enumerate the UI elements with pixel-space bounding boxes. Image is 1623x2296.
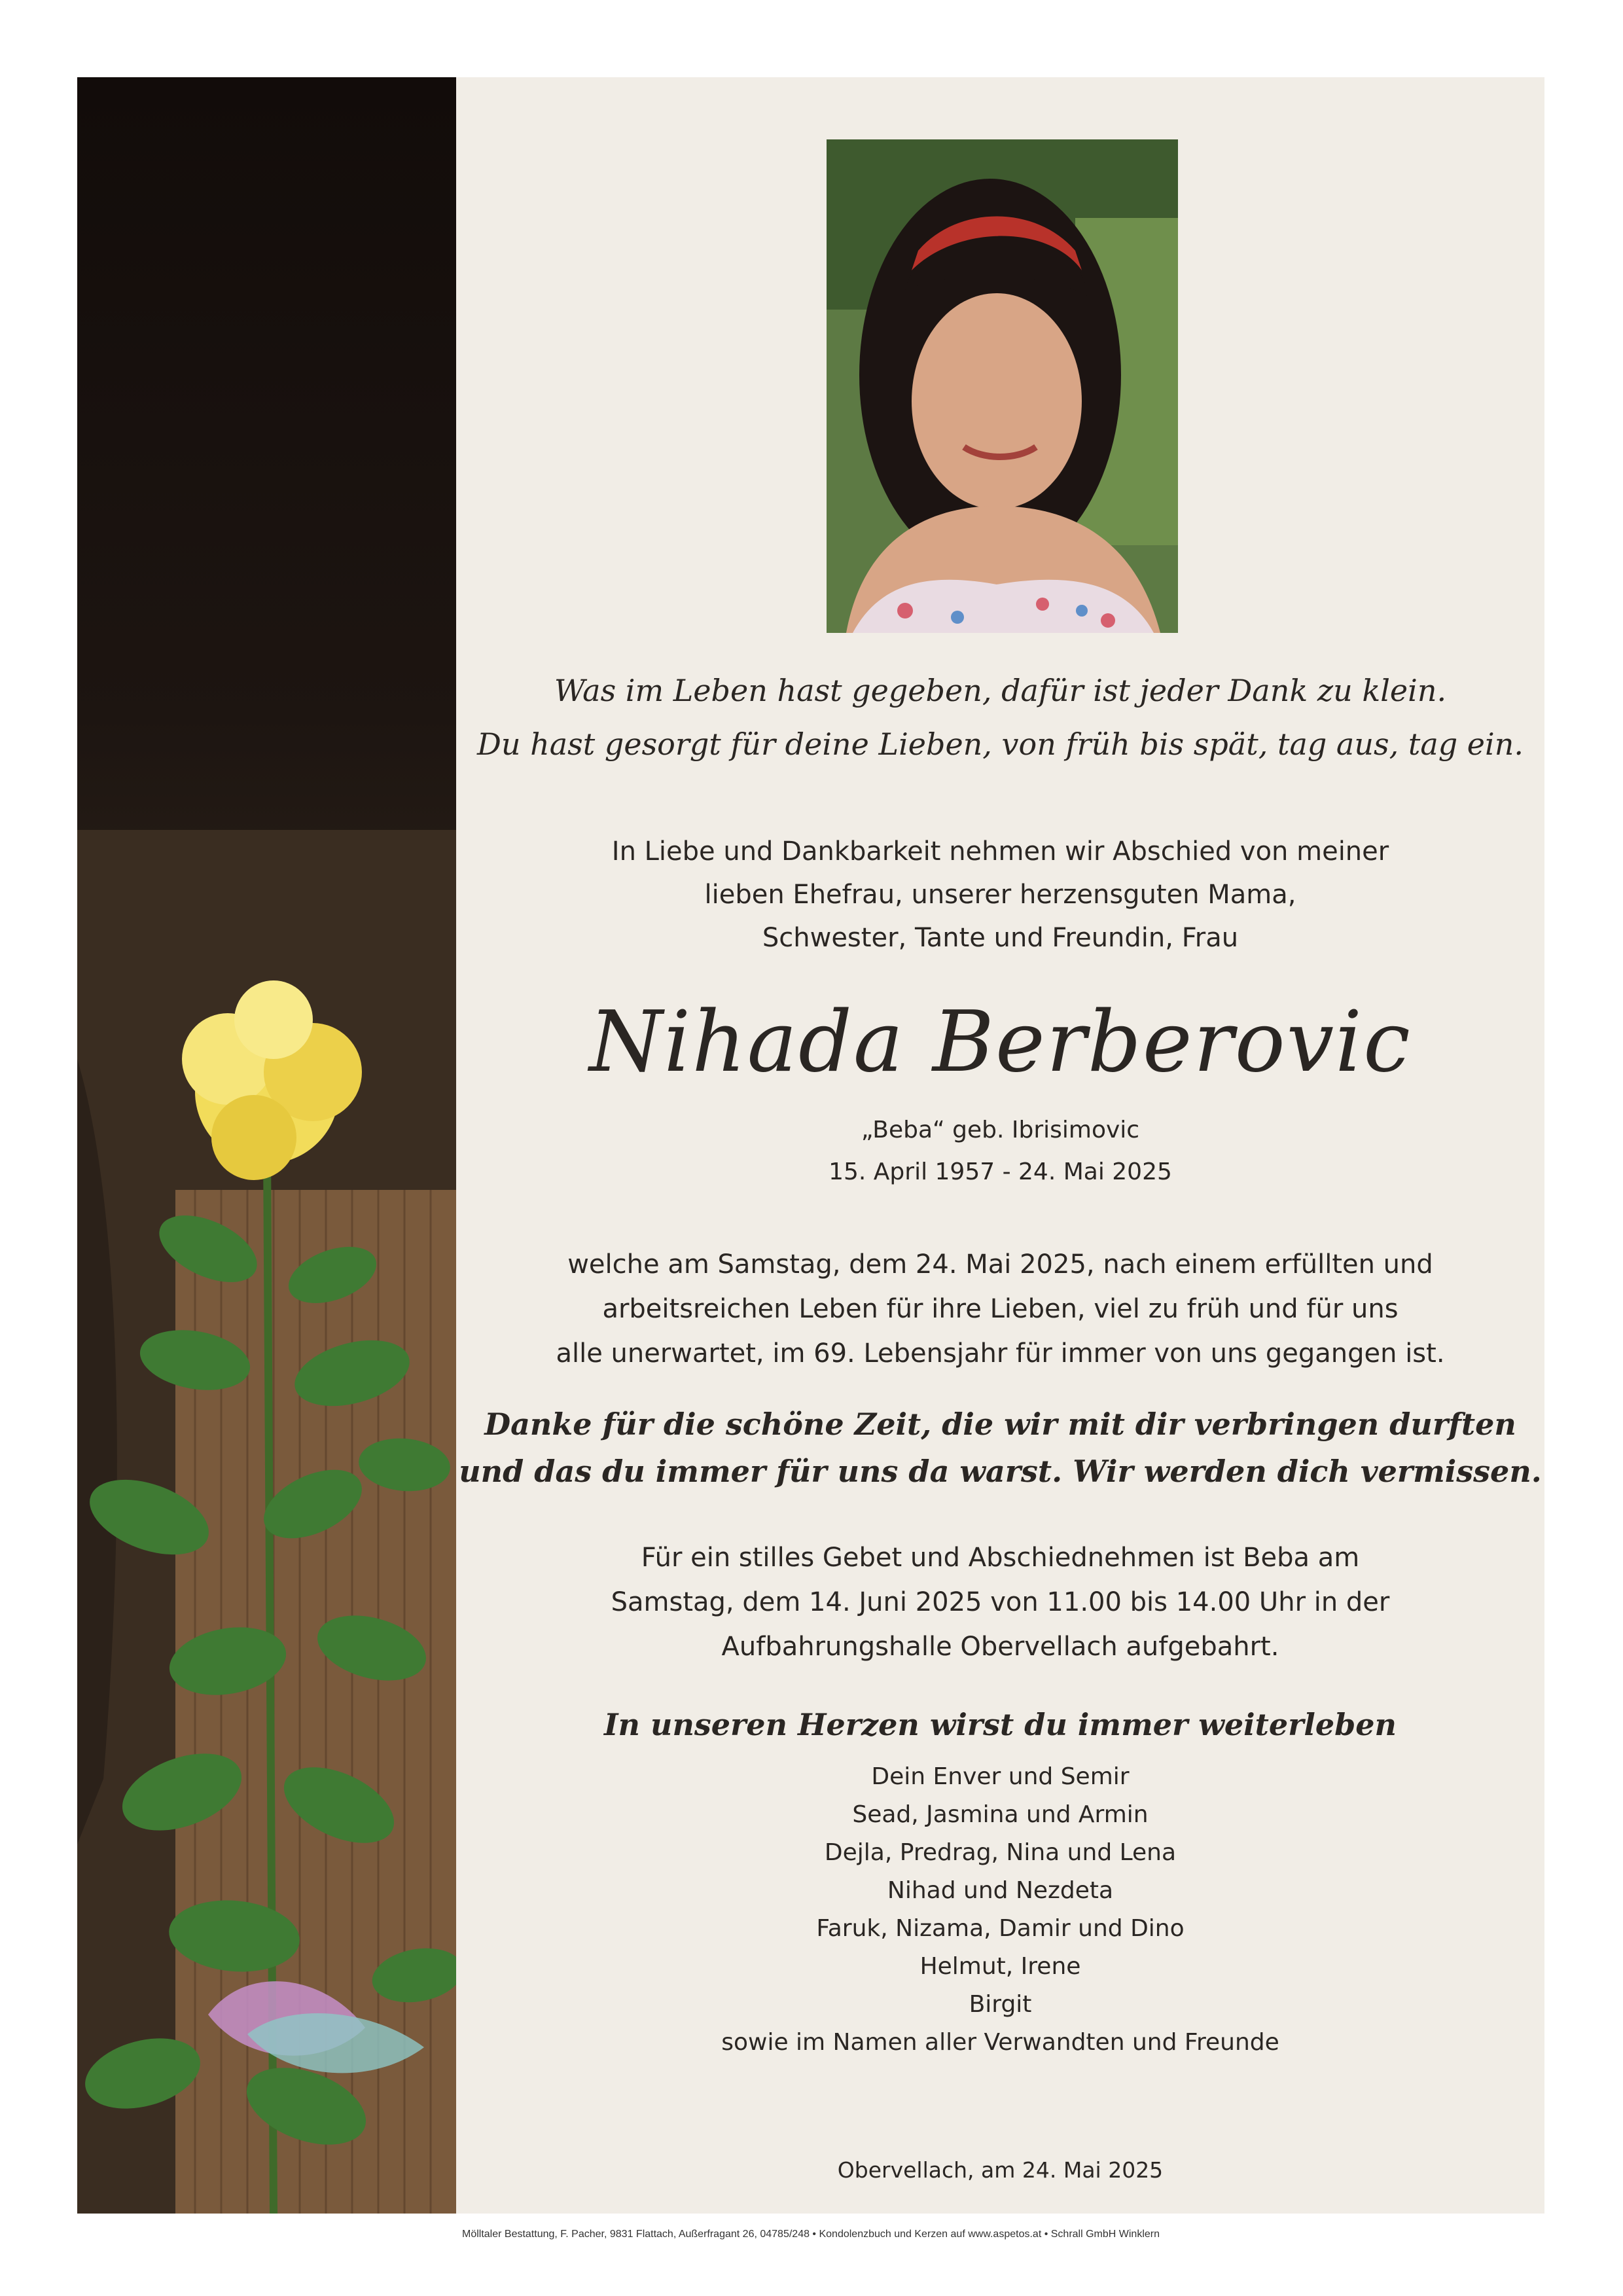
verse-line: Du hast gesorgt für deine Lieben, von früh bis spät, tag aus, tag ein. (477, 726, 1524, 762)
death-notice-text (456, 1242, 1544, 1376)
obituary-card (77, 77, 1544, 2214)
family-item: Dein Enver und Semir (871, 1763, 1130, 1790)
thanks-line: und das du immer für uns da warst. Wir werden dich vermissen. (459, 1454, 1542, 1489)
nickname-line: „Beba“ geb. Ibrisimovic (861, 1117, 1140, 1143)
rose-photo (77, 77, 456, 2214)
life-dates: 15. April 1957 - 24. Mai 2025 (829, 1158, 1172, 1185)
death-line: arbeitsreichen Leben für ihre Lieben, viel zu früh und für uns (602, 1294, 1399, 1324)
viewing-line: Samstag, dem 14. Juni 2025 von 11.00 bis 14.00 Uhr in der (611, 1587, 1390, 1617)
family-item: Birgit (969, 1991, 1032, 2018)
footer-imprint: Mölltaler Bestattung, F. Pacher, 9831 Flattach, Außerfragant 26, 04785/248 • Kondolenzbuch und Kerzen auf www.aspetos.at • Schrall GmbH Winklern (461, 2229, 1160, 2240)
death-line: alle unerwartet, im 69. Lebensjahr für immer von uns gegangen ist. (556, 1338, 1445, 1369)
death-line: welche am Samstag, dem 24. Mai 2025, nach einem erfüllten und (567, 1249, 1433, 1280)
viewing-line: Für ein stilles Gebet und Abschiednehmen ist Beba am (641, 1543, 1360, 1573)
intro-line: lieben Ehefrau, unserer herzensguten Mama, (704, 880, 1296, 910)
family-item: Dejla, Predrag, Nina und Lena (824, 1839, 1177, 1866)
portrait-photo (827, 139, 1178, 633)
thanks-verse (456, 1401, 1544, 1495)
deceased-name: Nihada Berberovic (589, 994, 1412, 1091)
opening-verse (456, 664, 1544, 771)
family-item: Nihad und Nezdeta (887, 1877, 1114, 1904)
family-item: Helmut, Irene (919, 1953, 1081, 1980)
thanks-line: Danke für die schöne Zeit, die wir mit dir verbringen durften (484, 1407, 1516, 1442)
family-item: sowie im Namen aller Verwandten und Freunde (721, 2029, 1279, 2056)
viewing-line: Aufbahrungshalle Obervellach aufgebahrt. (721, 1632, 1279, 1662)
family-list (456, 1758, 1544, 2062)
heart-line: In unseren Herzen wirst du immer weiterleben (604, 1707, 1397, 1742)
intro-line: Schwester, Tante und Freundin, Frau (762, 923, 1239, 953)
family-item: Faruk, Nizama, Damir und Dino (816, 1915, 1185, 1942)
name-details (456, 1109, 1544, 1193)
intro-line: In Liebe und Dankbarkeit nehmen wir Abschied von meiner (611, 836, 1389, 867)
verse-line: Was im Leben hast gegeben, dafür ist jeder Dank zu klein. (554, 673, 1447, 708)
viewing-text (456, 1535, 1544, 1669)
intro-text (456, 830, 1544, 960)
place-date: Obervellach, am 24. Mai 2025 (837, 2157, 1164, 2183)
family-item: Sead, Jasmina und Armin (852, 1801, 1149, 1828)
